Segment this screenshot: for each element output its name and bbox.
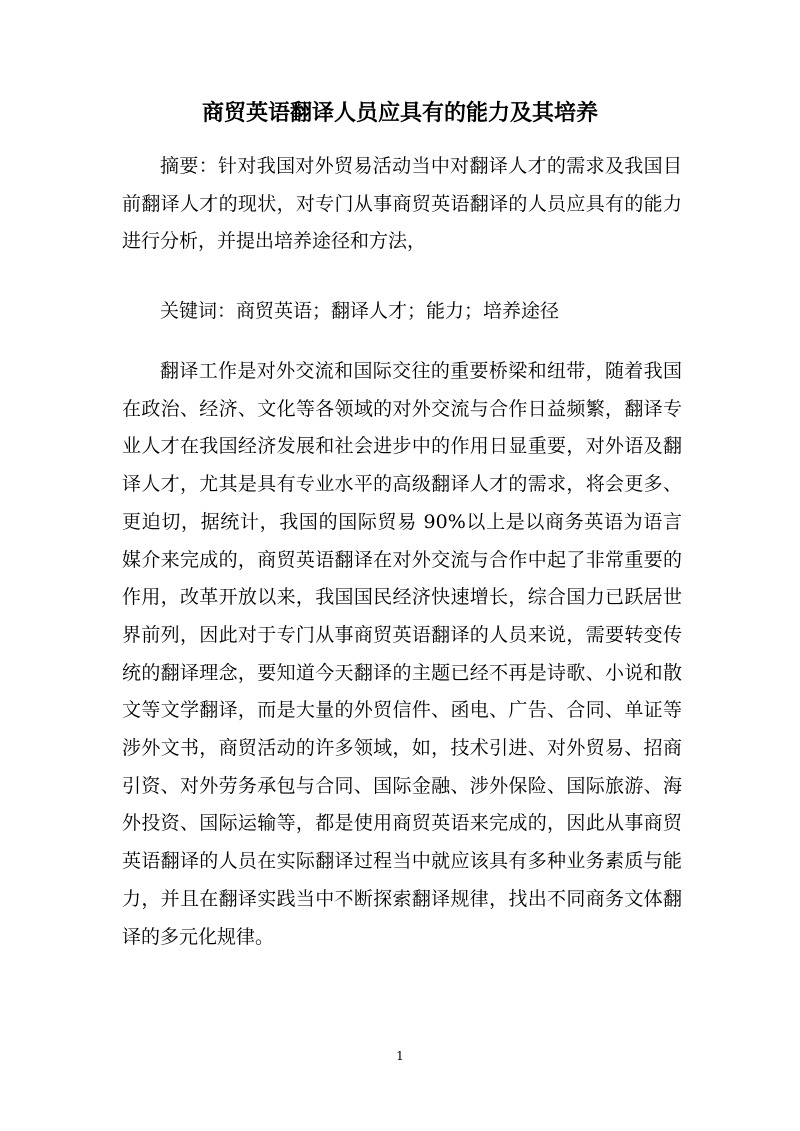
keywords-paragraph: 关键词：商贸英语；翻译人才；能力；培养途径: [160, 300, 560, 322]
page-number: 1: [396, 1049, 404, 1063]
body-paragraph: 翻译工作是对外交流和国际交往的重要桥梁和纽带，随着我国在政治、经济、文化等各领域的对外交流与合作日益频繁，翻译专业人才在我国经济发展和社会进步中的作用日显重要，对外语及翻译人才，尤其是具有专业水平的高级翻译人才的需求，将会更多、更迫切，据统计，我国的国际贸易 90%以上是以商务英语为语言媒介来完成的，商贸英语翻译在对外交流与合作中起了非常重要的作用，改革开放以来，我国国民经济快速增长，综合国力已跃居世界前列，因此对于专门从事商贸英语翻译的人员来说，需要转变传统的翻译理念，要知道今天翻译的主题已经不再是诗歌、小说和散文等文学翻译，而是大量的外贸信件、函电、广告、合同、单证等涉外文书，商贸活动的许多领域，如，技术引进、对外贸易、招商引资、对外劳务承包与合同、国际金融、涉外保险、国际旅游、海外投资、国际运输等，都是使用商贸英语来完成的，因此从事商贸英语翻译的人员在实际翻译过程当中就应该具有多种业务素质与能力，并且在翻译实践当中不断探索翻译规律，找出不同商务文体翻译的多元化规律。: [122, 360, 682, 948]
abstract-paragraph: 摘要：针对我国对外贸易活动当中对翻译人才的需求及我国目前翻译人才的现状，对专门从事商贸英语翻译的人员应具有的能力进行分析，并提出培养途径和方法，: [122, 155, 682, 253]
document-title: 商贸英语翻译人员应具有的能力及其培养: [201, 101, 598, 126]
